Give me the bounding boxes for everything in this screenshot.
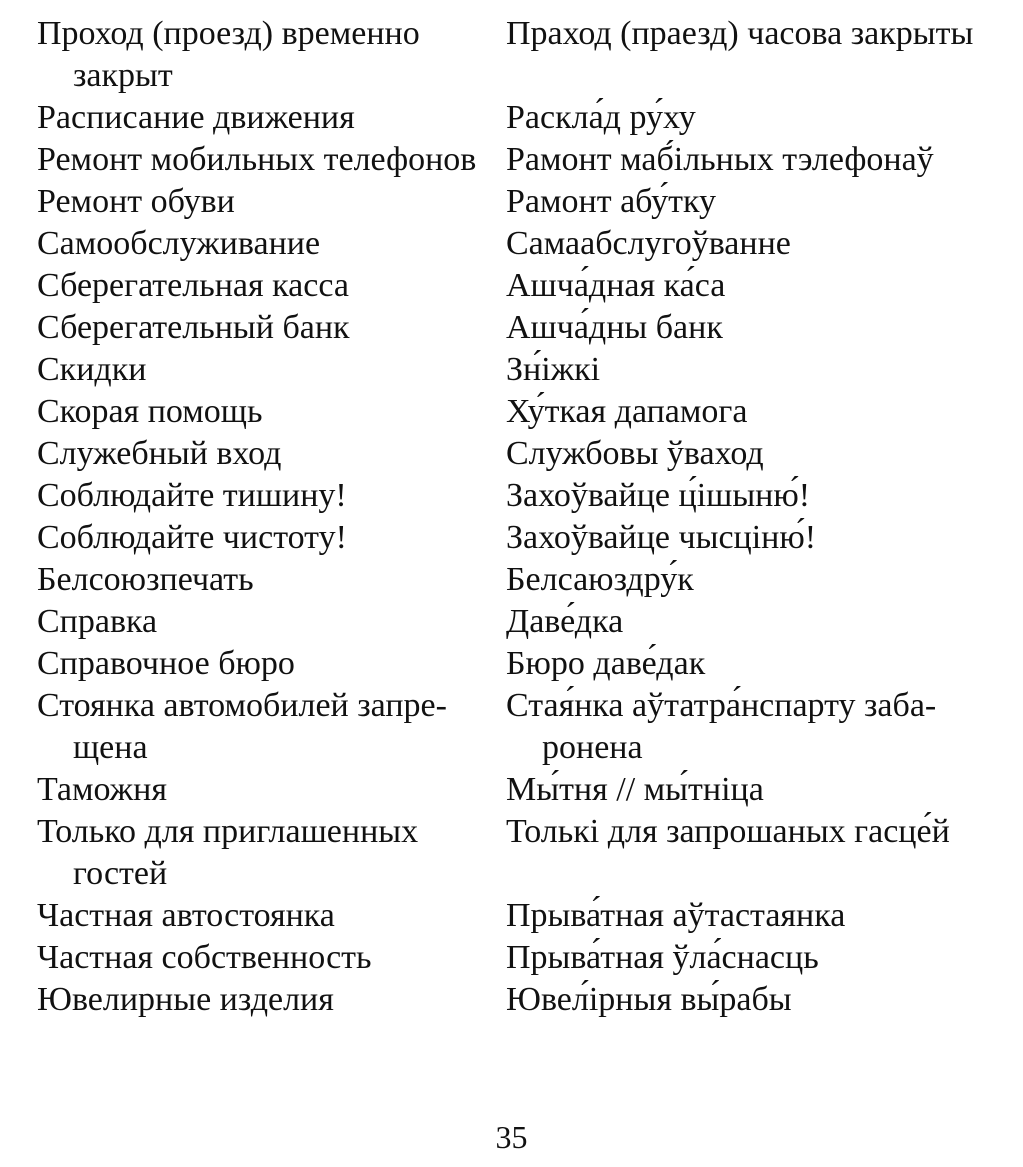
- entry-row: [37, 895, 997, 937]
- entry-row: [37, 601, 997, 643]
- russian-phrase: Справка: [37, 603, 158, 640]
- entry-row: [37, 307, 997, 349]
- entry-row: [37, 97, 997, 139]
- entry-row: [37, 517, 997, 559]
- russian-phrase: Частная автостоянка: [37, 897, 335, 934]
- belarusian-phrase: Мы́тня // мы́тніца: [506, 771, 764, 808]
- russian-phrase: Проход (проезд) временно закрыт: [37, 15, 420, 94]
- entry-row: [37, 811, 997, 895]
- entry-row: [37, 559, 997, 601]
- entry-row: [37, 643, 997, 685]
- belarusian-phrase: Бюро даве́дак: [506, 645, 706, 682]
- russian-phrase: Справочное бюро: [37, 645, 295, 682]
- belarusian-phrase: Прыва́тная аўтастаянка: [506, 897, 846, 934]
- belarusian-phrase: Раскла́д ру́ху: [506, 99, 696, 136]
- entry-row: [37, 979, 997, 1021]
- page-number: 35: [495, 1119, 528, 1155]
- russian-phrase: Ремонт мобильных телефонов: [37, 141, 477, 178]
- belarusian-phrase: Ювел́ірныя вы́рабы: [506, 981, 792, 1018]
- belarusian-phrase: Ху́ткая дапамога: [506, 393, 748, 430]
- belarusian-phrase: Рамонт маб́ільных тэлефонаў: [506, 141, 934, 178]
- belarusian-phrase: Ашча́дная ка́са: [506, 267, 726, 304]
- belarusian-phrase: Зн́іжкі: [506, 351, 601, 388]
- entry-row: [37, 139, 997, 181]
- belarusian-phrase: Самаабслугоўванне: [506, 225, 791, 262]
- belarusian-phrase: Службовы ўваход: [506, 435, 764, 472]
- belarusian-phrase: Захоўвайце ц́ішыню́!: [506, 477, 811, 514]
- russian-phrase: Сберегательный банк: [37, 309, 350, 346]
- entry-row: [37, 391, 997, 433]
- russian-phrase: Ремонт обуви: [37, 183, 235, 220]
- russian-phrase: Расписание движения: [37, 99, 355, 136]
- russian-phrase: Белсоюзпечать: [37, 561, 254, 598]
- russian-phrase: Таможня: [37, 771, 168, 808]
- russian-phrase: Скидки: [37, 351, 147, 388]
- belarusian-phrase: Стая́нка аўтатра́нспарту забаронена: [506, 687, 937, 766]
- belarusian-phrase: Даве́дка: [506, 603, 624, 640]
- entry-row: [37, 13, 997, 97]
- entry-row: [37, 937, 997, 979]
- belarusian-phrase: Прыва́тная ўла́снасць: [506, 939, 819, 976]
- entry-row: [37, 181, 997, 223]
- phrasebook-page: [37, 13, 997, 1021]
- russian-phrase: Только для приглашенных гостей: [37, 813, 419, 892]
- entry-row: [37, 349, 997, 391]
- russian-phrase: Самообслуживание: [37, 225, 321, 262]
- entry-row: [37, 769, 997, 811]
- entry-row: [37, 223, 997, 265]
- belarusian-phrase: Белсаюздру́к: [506, 561, 694, 598]
- entry-row: [37, 685, 997, 769]
- entry-row: [37, 265, 997, 307]
- belarusian-phrase: Рамонт абу́тку: [506, 183, 717, 220]
- russian-phrase: Служебный вход: [37, 435, 282, 472]
- russian-phrase: Скорая помощь: [37, 393, 263, 430]
- russian-phrase: Ювелирные изделия: [37, 981, 334, 1018]
- entry-row: [37, 433, 997, 475]
- russian-phrase: Стоянка автомобилей запрещена: [37, 687, 447, 766]
- entry-row: [37, 475, 997, 517]
- russian-phrase: Соблюдайте чистоту!: [37, 519, 347, 556]
- belarusian-phrase: Праход (праезд) часова закрыты: [506, 15, 974, 52]
- russian-phrase: Соблюдайте тишину!: [37, 477, 347, 514]
- belarusian-phrase: Захоўвайце чысціню́!: [506, 519, 817, 556]
- russian-phrase: Частная собственность: [37, 939, 372, 976]
- belarusian-phrase: Толькі для запрошаных гасце́й: [506, 813, 950, 850]
- belarusian-phrase: Ашча́дны банк: [506, 309, 723, 346]
- russian-phrase: Сберегательная касса: [37, 267, 349, 304]
